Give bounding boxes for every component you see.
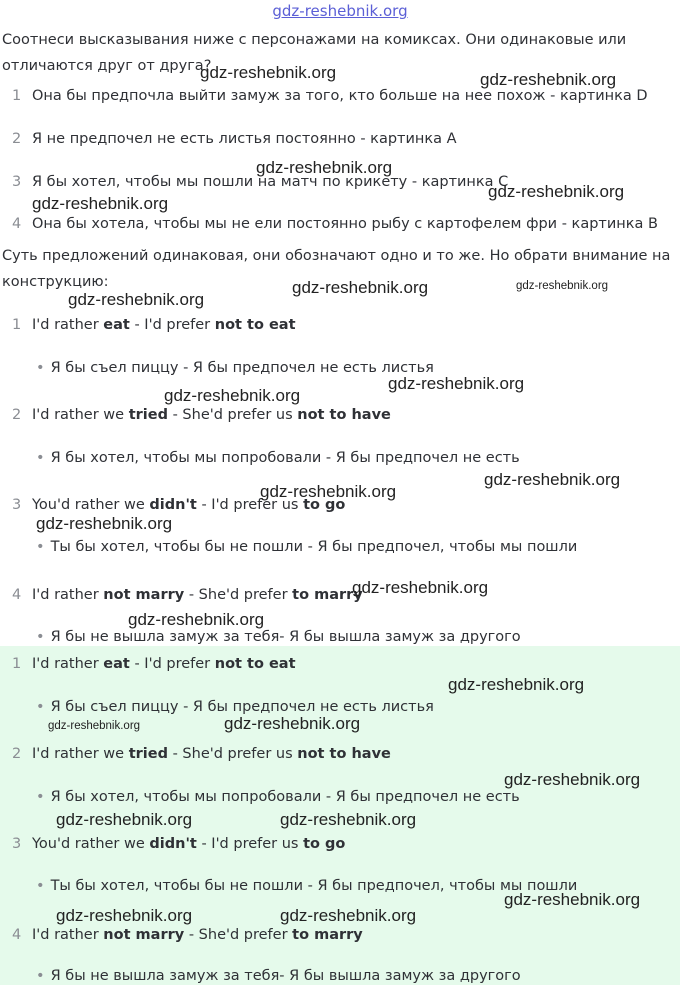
watermark: gdz-reshebnik.org: [504, 890, 641, 909]
watermark: gdz-reshebnik.org: [448, 675, 585, 694]
answer-translation-item: • Я бы съел пиццу - Я бы предпочел не есть листья: [36, 699, 434, 715]
watermark: gdz-reshebnik.org: [280, 810, 417, 829]
statement-item: 2 Я не предпочел не есть листья постоянно - картинка А: [12, 131, 457, 147]
answer-translation-item: • Ты бы хотел, чтобы бы не пошли - Я бы предпочел, чтобы мы пошли: [36, 878, 578, 894]
watermark: gdz-reshebnik.org: [56, 906, 193, 925]
watermark: gdz-reshebnik.org: [504, 770, 641, 789]
watermark: gdz-reshebnik.org: [128, 610, 265, 629]
translation-item: • Я бы хотел, чтобы мы попробовали - Я бы предпочел не есть: [36, 450, 520, 466]
watermark: gdz-reshebnik.org: [200, 63, 337, 82]
watermark: gdz-reshebnik.org: [48, 720, 141, 732]
watermark: gdz-reshebnik.org: [68, 290, 205, 309]
statement-item: 4 Она бы хотела, чтобы мы не ели постоянно рыбу с картофелем фри - картинка В: [12, 216, 658, 232]
answer-construction-item: 2 I'd rather we tried - She'd prefer us not to have: [12, 746, 391, 762]
watermark: gdz-reshebnik.org: [36, 514, 173, 533]
watermark: gdz-reshebnik.org: [280, 906, 417, 925]
watermark: gdz-reshebnik.org: [260, 482, 397, 501]
watermark: gdz-reshebnik.org: [164, 386, 301, 405]
statement-item: 1 Она бы предпочла выйти замуж за того, кто больше на нее похож - картинка D: [12, 88, 648, 104]
watermark: gdz-reshebnik.org: [388, 374, 525, 393]
answer-translation-item: • Я бы хотел, чтобы мы попробовали - Я бы предпочел не есть: [36, 789, 520, 805]
construction-item: 4 I'd rather not marry - She'd prefer to marry: [12, 587, 363, 603]
watermark: gdz-reshebnik.org: [484, 470, 621, 489]
watermark: gdz-reshebnik.org: [480, 70, 617, 89]
explanation: Суть предложений одинаковая, они обозначают одно и то же. Но обрати внимание на конструкцию:: [2, 248, 671, 290]
answer-construction-item: 1 I'd rather eat - I'd prefer not to eat: [12, 656, 296, 672]
watermark: gdz-reshebnik.org: [352, 578, 489, 597]
translation-item: • Ты бы хотел, чтобы бы не пошли - Я бы предпочел, чтобы мы пошли: [36, 539, 578, 555]
answer-translation-item: • Я бы не вышла замуж за тебя- Я бы вышла замуж за другого: [36, 968, 521, 984]
task-intro: Соотнеси высказывания ниже с персонажами на комиксах. Они одинаковые или отличаются друг от друга?: [2, 32, 627, 74]
construction-item: 3 You'd rather we didn't - I'd prefer us to go: [12, 497, 346, 513]
site-link[interactable]: gdz-reshebnik.org: [272, 2, 408, 20]
answer-construction-item: 3 You'd rather we didn't - I'd prefer us to go: [12, 836, 346, 852]
translation-item: • Я бы съел пиццу - Я бы предпочел не есть листья: [36, 360, 434, 376]
watermark: gdz-reshebnik.org: [488, 182, 625, 201]
watermark: gdz-reshebnik.org: [56, 810, 193, 829]
translation-item: • Я бы не вышла замуж за тебя- Я бы вышла замуж за другого: [36, 629, 521, 645]
construction-item: 1 I'd rather eat - I'd prefer not to eat: [12, 317, 296, 333]
construction-item: 2 I'd rather we tried - She'd prefer us not to have: [12, 407, 391, 423]
watermark: gdz-reshebnik.org: [256, 158, 393, 177]
watermark: gdz-reshebnik.org: [224, 714, 361, 733]
statement-item: 3 Я бы хотел, чтобы мы пошли на матч по крикету - картинка С: [12, 174, 509, 190]
answer-construction-item: 4 I'd rather not marry - She'd prefer to marry: [12, 927, 363, 943]
watermark: gdz-reshebnik.org: [32, 194, 169, 213]
watermark: gdz-reshebnik.org: [516, 280, 609, 292]
watermark: gdz-reshebnik.org: [292, 278, 429, 297]
